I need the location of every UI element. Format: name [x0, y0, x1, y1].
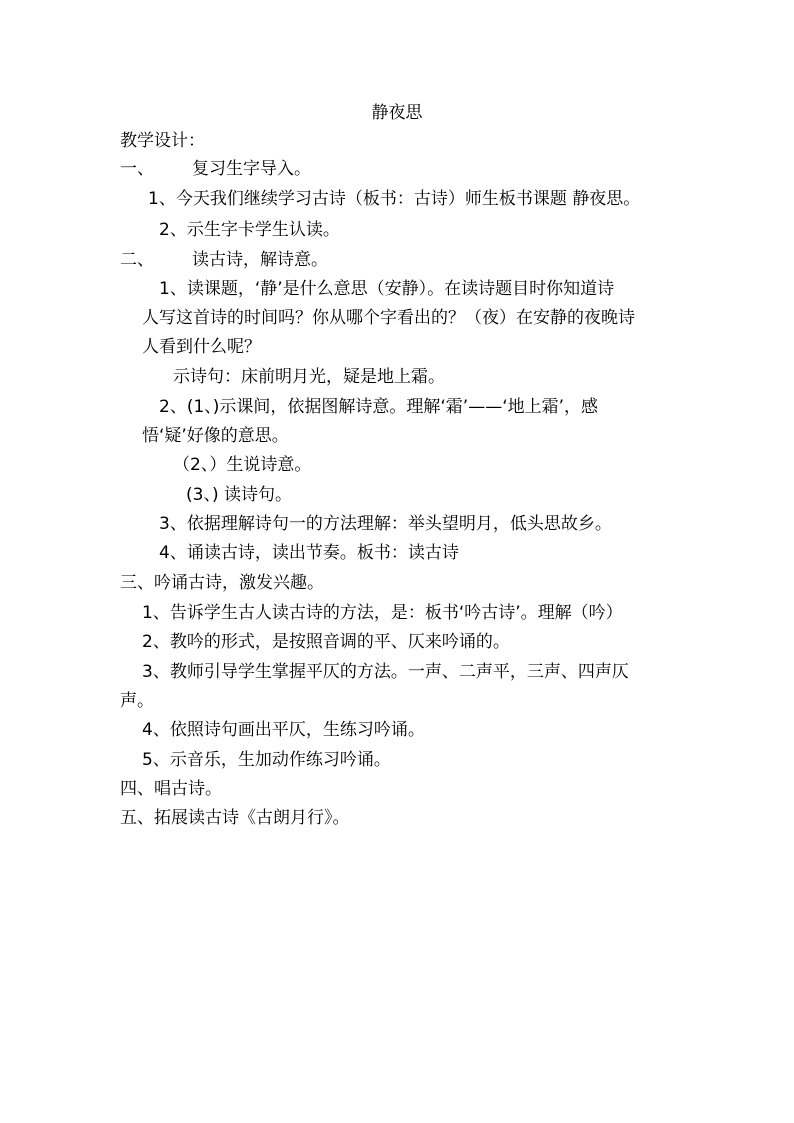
section-3-item-5: 5、示音乐，生加动作练习吟诵。: [142, 750, 391, 770]
section-1-heading: [120, 157, 311, 181]
section-1-title: 复习生字导入。: [192, 159, 311, 179]
section-3-item-3-line-2: 声。: [120, 691, 154, 711]
section-2-subitem-2: （2、）生说诗意。: [173, 455, 312, 475]
document-title: 静夜思: [371, 103, 423, 123]
section-2-item-1-line-2: 人写这首诗的时间吗？你从哪个字看出的？（夜）在安静的夜晚诗: [142, 308, 635, 328]
section-2-poem-line: 示诗句：床前明月光，疑是地上霜。: [173, 367, 445, 387]
section-2-item-1-line-3: 人看到什么呢？: [142, 337, 261, 357]
design-heading: 教学设计：: [120, 131, 205, 151]
section-3-item-4: 4、依照诗句画出平仄，生练习吟诵。: [142, 720, 425, 740]
section-2-title: 读古诗，解诗意。: [192, 250, 328, 270]
section-1-item-1: 1、今天我们继续学习古诗（板书：古诗）师生板书课题 静夜思。: [148, 189, 641, 209]
section-2-item-3: 3、依据理解诗句一的方法理解：举头望明月，低头思故乡。: [159, 514, 612, 534]
section-2-item-2-line-2: 悟‘疑’好像的意思。: [142, 426, 289, 446]
section-2-subitem-3: (3、) 读诗句。: [186, 485, 292, 505]
section-3-item-2: 2、教吟的形式，是按照音调的平、仄来吟诵的。: [142, 632, 510, 652]
section-3-item-3-line-1: 3、教师引导学生掌握平仄的方法。一声、二声平，三声、四声仄: [142, 662, 629, 682]
section-2-item-2-line-1: 2、(1、)示课间，依据图解诗意。理解‘霜’——‘地上霜’，感: [159, 397, 599, 417]
section-2-heading: [120, 248, 328, 272]
section-2-item-4: 4、诵读古诗，读出节奏。板书：读古诗: [159, 543, 459, 563]
section-5-heading: 五、拓展读古诗《古朗月行》。: [120, 808, 350, 828]
section-1-number: 一、: [120, 159, 154, 179]
section-3-item-1: 1、告诉学生古人读古诗的方法，是：板书‘吟古诗’。理解（吟）: [142, 603, 623, 623]
section-1-item-2: 2、示生字卡学生认读。: [159, 220, 340, 240]
section-2-item-1-line-1: 1、读课题，‘静’是什么意思（安静）。在读诗题目时你知道诗: [159, 279, 615, 299]
section-4-heading: 四、唱古诗。: [120, 779, 222, 799]
section-2-number: 二、: [120, 250, 154, 270]
section-3-heading: 三、吟诵古诗，激发兴趣。: [120, 573, 324, 593]
